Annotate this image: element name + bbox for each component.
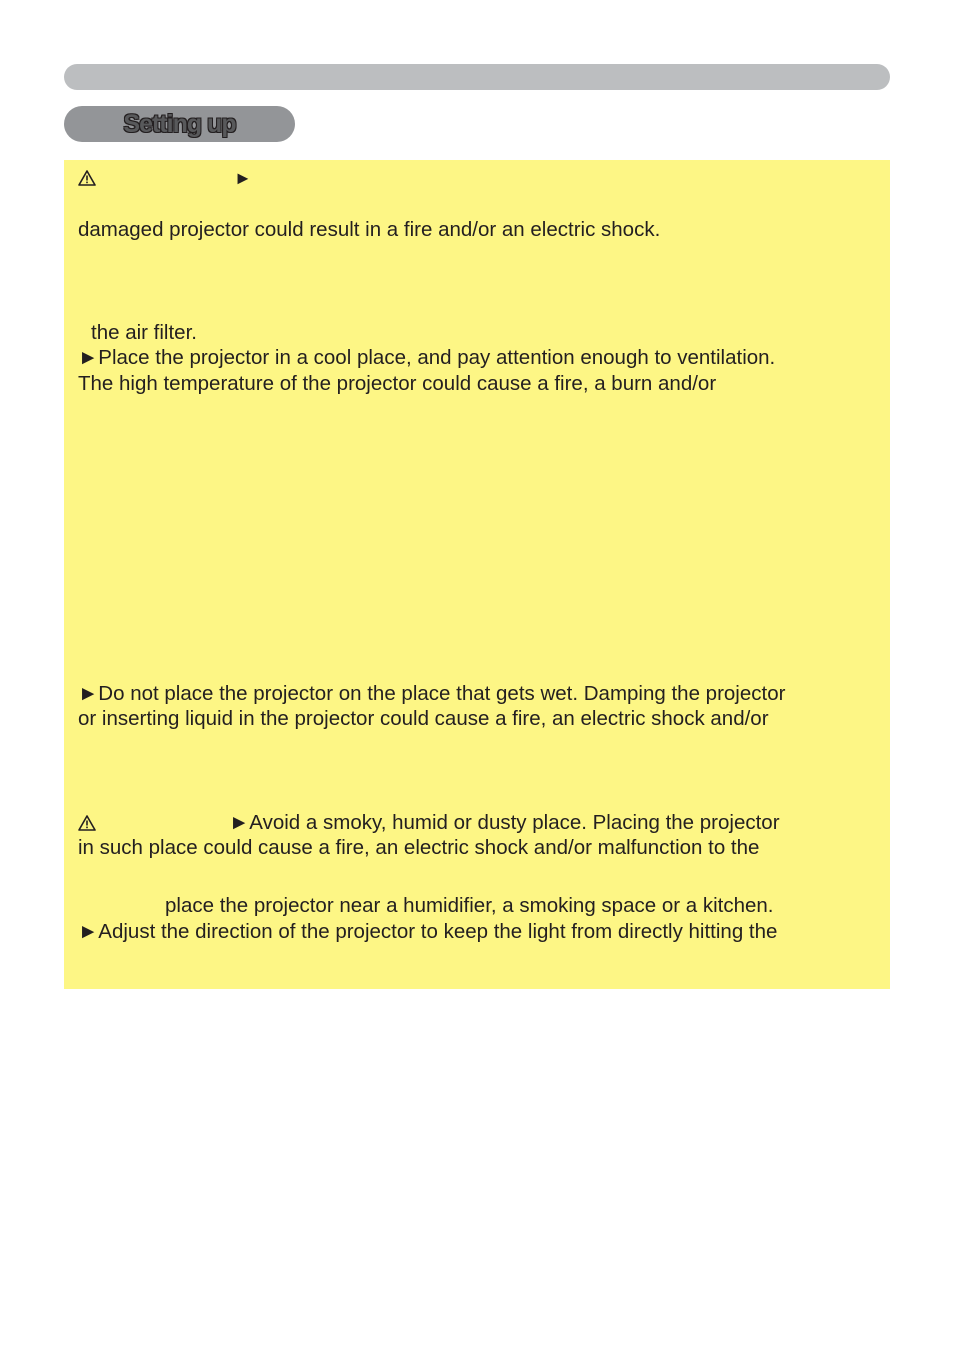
notice-line: ►Do not place the projector on the place that gets wet. Damping the projector — [78, 682, 786, 705]
safety-notice-box — [64, 160, 890, 989]
warning-triangle-icon — [78, 170, 96, 186]
notice-line: place the projector near a humidifier, a smoking space or a kitchen. — [165, 894, 774, 917]
notice-line: ►Place the projector in a cool place, and pay attention enough to ventilation. — [78, 346, 776, 369]
caution-triangle-icon — [78, 815, 96, 831]
notice-line: in such place could cause a fire, an electric shock and/or malfunction to the — [78, 836, 760, 859]
notice-line: the air filter. — [91, 321, 197, 344]
notice-line: The high temperature of the projector could cause a fire, a burn and/or — [78, 372, 717, 395]
notice-line: damaged projector could result in a fire and/or an electric shock. — [78, 218, 661, 241]
notice-line: ►Adjust the direction of the projector to keep the light from directly hitting the — [78, 920, 778, 943]
notice-line: ►Avoid a smoky, humid or dusty place. Placing the projector — [229, 811, 780, 834]
bullet-arrow-icon: ► — [234, 168, 252, 188]
section-title: Setting up — [123, 110, 236, 138]
section-tab — [64, 106, 295, 142]
notice-line: or inserting liquid in the projector could cause a fire, an electric shock and/or — [78, 707, 769, 730]
header-bar — [64, 64, 890, 90]
